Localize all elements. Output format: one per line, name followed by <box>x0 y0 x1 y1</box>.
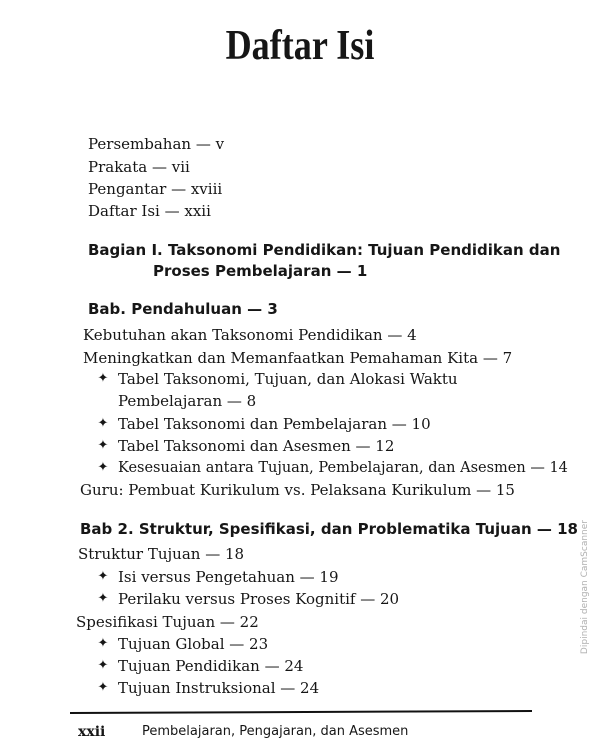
footer-page-number: xxii <box>78 724 106 740</box>
toc-subentry-tabel-taksonomi-tujuan: Tabel Taksonomi, Tujuan, dan Alokasi Waktu <box>118 370 458 388</box>
part-heading-line1: Bagian I. Taksonomi Pendidikan: Tujuan Pendidikan dan <box>88 241 561 259</box>
toc-subentry-kesesuaian: Kesesuaian antara Tujuan, Pembelajaran, dan Asesmen — 14 <box>118 460 568 476</box>
bullet-icon: ✦ <box>97 416 109 431</box>
chapter-heading-pendahuluan: Bab. Pendahuluan — 3 <box>88 300 278 318</box>
bullet-icon: ✦ <box>97 680 109 695</box>
page-title: Daftar Isi <box>225 23 375 69</box>
bullet-icon: ✦ <box>97 460 109 475</box>
footer-book-title: Pembelajaran, Pengajaran, dan Asesmen <box>142 724 409 739</box>
toc-subentry-tabel-asesmen: Tabel Taksonomi dan Asesmen — 12 <box>118 437 395 455</box>
toc-entry-kebutuhan: Kebutuhan akan Taksonomi Pendidikan — 4 <box>83 326 417 344</box>
toc-entry-spesifikasi-tujuan: Spesifikasi Tujuan — 22 <box>76 613 259 631</box>
toc-entry-struktur-tujuan: Struktur Tujuan — 18 <box>78 545 245 563</box>
toc-entry-pengantar: Pengantar — xviii <box>88 180 223 198</box>
toc-entry-guru: Guru: Pembuat Kurikulum vs. Pelaksana Kurikulum — 15 <box>80 481 515 499</box>
toc-subentry-tujuan-instruksional: Tujuan Instruksional — 24 <box>118 679 320 697</box>
bullet-icon: ✦ <box>97 438 109 453</box>
scanner-watermark <box>580 520 596 730</box>
bullet-icon: ✦ <box>97 591 109 606</box>
bullet-icon: ✦ <box>97 371 109 386</box>
toc-entry-meningkatkan: Meningkatkan dan Memanfaatkan Pemahaman Kita — 7 <box>83 349 513 367</box>
toc-subentry-tujuan-global: Tujuan Global — 23 <box>118 635 269 653</box>
toc-subentry-tabel-pembelajaran: Tabel Taksonomi dan Pembelajaran — 10 <box>118 415 431 433</box>
part-heading-line2: Proses Pembelajaran — 1 <box>153 262 368 280</box>
toc-subentry-tabel-taksonomi-tujuan-cont: Pembelajaran — 8 <box>118 392 257 410</box>
toc-subentry-perilaku-proses: Perilaku versus Proses Kognitif — 20 <box>118 590 400 608</box>
toc-subentry-isi-pengetahuan: Isi versus Pengetahuan — 19 <box>118 568 339 586</box>
footer-rule <box>70 710 532 714</box>
chapter-heading-bab2: Bab 2. Struktur, Spesifikasi, dan Problematika Tujuan — 18 <box>80 520 578 538</box>
toc-entry-persembahan: Persembahan — v <box>88 135 225 153</box>
watermark-text: Dipindai dengan CamScanner <box>580 520 590 655</box>
bullet-icon: ✦ <box>97 636 109 651</box>
bullet-icon: ✦ <box>97 569 109 584</box>
toc-entry-daftar-isi: Daftar Isi — xxii <box>88 202 211 220</box>
toc-entry-prakata: Prakata — vii <box>88 158 190 176</box>
bullet-icon: ✦ <box>97 658 109 673</box>
toc-subentry-tujuan-pendidikan: Tujuan Pendidikan — 24 <box>118 657 304 675</box>
